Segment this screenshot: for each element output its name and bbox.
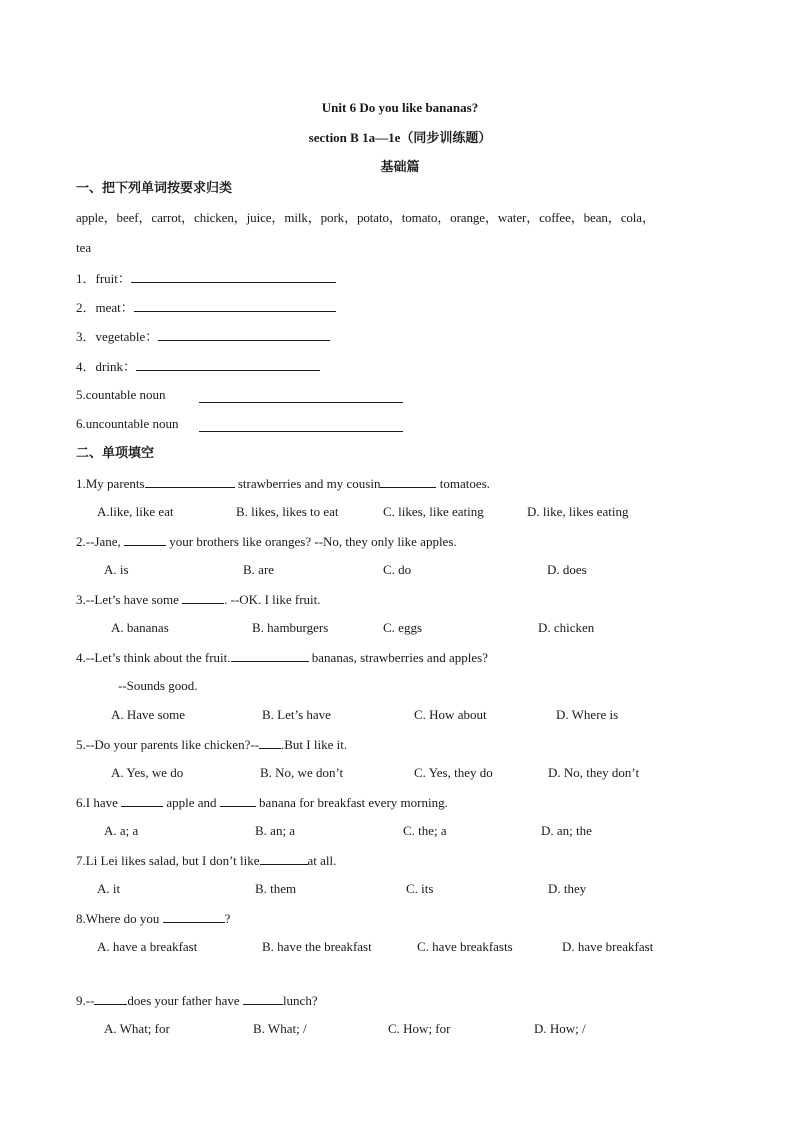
option-a[interactable]: A. Have some — [111, 707, 186, 722]
option-b[interactable]: B. them — [255, 881, 297, 896]
question-1 — [76, 475, 490, 492]
option-c[interactable]: C. do — [383, 562, 412, 577]
option-b[interactable]: B. What; / — [253, 1021, 307, 1036]
question-text: 2.--Jane, — [76, 534, 125, 549]
question-text: at all. — [307, 853, 337, 868]
option-b[interactable]: B. likes, likes to eat — [236, 504, 339, 519]
question-text: 9.-- — [76, 993, 95, 1008]
option-a[interactable]: A. it — [97, 881, 121, 896]
option-c[interactable]: C. How about — [414, 707, 487, 722]
question-text: ? — [224, 911, 231, 926]
question-text: apple and — [163, 795, 220, 810]
option-c[interactable]: C. Yes, they do — [414, 765, 493, 780]
question-6 — [76, 794, 448, 811]
word-list-line2: tea — [76, 240, 92, 255]
option-a[interactable]: A. Yes, we do — [111, 765, 184, 780]
part2-heading: 二、单项填空 — [76, 446, 155, 461]
question-7 — [76, 852, 336, 869]
answer-blank[interactable] — [124, 533, 166, 546]
question-9 — [76, 992, 318, 1009]
question-text: 6.I have — [76, 795, 122, 810]
answer-blank[interactable] — [243, 992, 283, 1005]
question-text: 5.--Do your parents like chicken?-- — [76, 737, 260, 752]
answer-blank[interactable] — [199, 419, 403, 432]
page-title: Unit 6 Do you like bananas? — [321, 100, 479, 115]
category-uncountable — [76, 416, 179, 432]
option-c[interactable]: C. likes, like eating — [383, 504, 484, 519]
category-label: 5.countable noun — [76, 387, 166, 402]
answer-blank[interactable] — [260, 852, 308, 865]
answer-blank[interactable] — [121, 794, 163, 807]
option-b[interactable]: B. Let’s have — [262, 707, 331, 722]
answer-blank[interactable] — [136, 358, 320, 371]
option-d[interactable]: D. chicken — [538, 620, 595, 635]
category-label: 3．vegetable： — [76, 329, 159, 344]
question-text: 1.My parents — [76, 476, 145, 491]
category-fruit — [76, 270, 336, 287]
category-vegetable — [76, 328, 330, 345]
question-text: 3.--Let’s have some — [76, 592, 183, 607]
option-d[interactable]: D. have breakfast — [562, 939, 654, 954]
question-text: 4.--Let’s think about the fruit. — [76, 650, 231, 665]
question-text: your brothers like oranges? --No, they only like apples. — [166, 534, 457, 549]
option-c[interactable]: C. How; for — [388, 1021, 451, 1036]
option-d[interactable]: D. No, they don’t — [548, 765, 640, 780]
answer-blank[interactable] — [380, 475, 436, 488]
option-a[interactable]: A. a; a — [104, 823, 139, 838]
option-a[interactable]: A. bananas — [111, 620, 169, 635]
option-c[interactable]: C. the; a — [403, 823, 447, 838]
option-a[interactable]: A. is — [104, 562, 129, 577]
category-label: 2．meat： — [76, 300, 134, 315]
part1-heading: 一、把下列单词按要求归类 — [76, 181, 233, 196]
option-a[interactable]: A.like, like eat — [97, 504, 174, 519]
answer-blank[interactable] — [163, 910, 225, 923]
question-2 — [76, 533, 457, 550]
question-text: tomatoes. — [436, 476, 490, 491]
category-label: 6.uncountable noun — [76, 416, 179, 431]
question-5 — [76, 736, 347, 753]
category-meat — [76, 299, 336, 316]
question-4-reply: --Sounds good. — [118, 678, 198, 693]
answer-blank[interactable] — [145, 475, 235, 488]
question-text: banana for breakfast every morning. — [255, 795, 448, 810]
option-a[interactable]: A. have a breakfast — [97, 939, 198, 954]
question-text: does your father have — [127, 993, 243, 1008]
question-4 — [76, 649, 488, 666]
question-text: strawberries and my cousin — [234, 476, 381, 491]
category-label: 4．drink： — [76, 359, 136, 374]
option-a[interactable]: A. What; for — [104, 1021, 170, 1036]
question-text: 7.Li Lei likes salad, but I don’t like — [76, 853, 260, 868]
category-label: 1．fruit： — [76, 271, 131, 286]
question-text: 8.Where do you — [76, 911, 163, 926]
option-b[interactable]: B. have the breakfast — [262, 939, 372, 954]
question-8 — [76, 910, 230, 927]
answer-blank[interactable] — [259, 736, 281, 749]
answer-blank[interactable] — [158, 328, 330, 341]
category-drink — [76, 358, 320, 375]
option-d[interactable]: D. How; / — [534, 1021, 586, 1036]
option-c[interactable]: C. eggs — [383, 620, 422, 635]
question-text: bananas, strawberries and apples? — [308, 650, 488, 665]
answer-blank[interactable] — [134, 299, 336, 312]
question-text: lunch? — [282, 993, 318, 1008]
question-3 — [76, 591, 321, 608]
option-b[interactable]: B. hamburgers — [252, 620, 329, 635]
option-d[interactable]: D. they — [548, 881, 587, 896]
answer-blank[interactable] — [131, 270, 336, 283]
answer-blank[interactable] — [199, 390, 403, 403]
level-label: 基础篇 — [380, 160, 420, 175]
answer-blank[interactable] — [182, 591, 224, 604]
option-b[interactable]: B. are — [243, 562, 275, 577]
question-text: .But I like it. — [281, 737, 348, 752]
option-b[interactable]: B. No, we don’t — [260, 765, 344, 780]
page-subtitle: section B 1a—1e（同步训练题） — [308, 130, 492, 145]
option-d[interactable]: D. Where is — [556, 707, 619, 722]
option-d[interactable]: D. an; the — [541, 823, 592, 838]
question-text: . --OK. I like fruit. — [224, 592, 321, 607]
option-d[interactable]: D. like, likes eating — [527, 504, 629, 519]
option-b[interactable]: B. an; a — [255, 823, 296, 838]
word-list-line1: apple，beef，carrot，chicken，juice，milk，pork，potato，tomato，orange，water，coffee，bean，cola， — [76, 210, 655, 225]
answer-blank[interactable] — [94, 992, 127, 1005]
option-c[interactable]: C. its — [406, 881, 434, 896]
option-d[interactable]: D. does — [547, 562, 587, 577]
answer-blank[interactable] — [220, 794, 256, 807]
answer-blank[interactable] — [231, 649, 309, 662]
category-countable — [76, 387, 166, 403]
option-c[interactable]: C. have breakfasts — [417, 939, 513, 954]
